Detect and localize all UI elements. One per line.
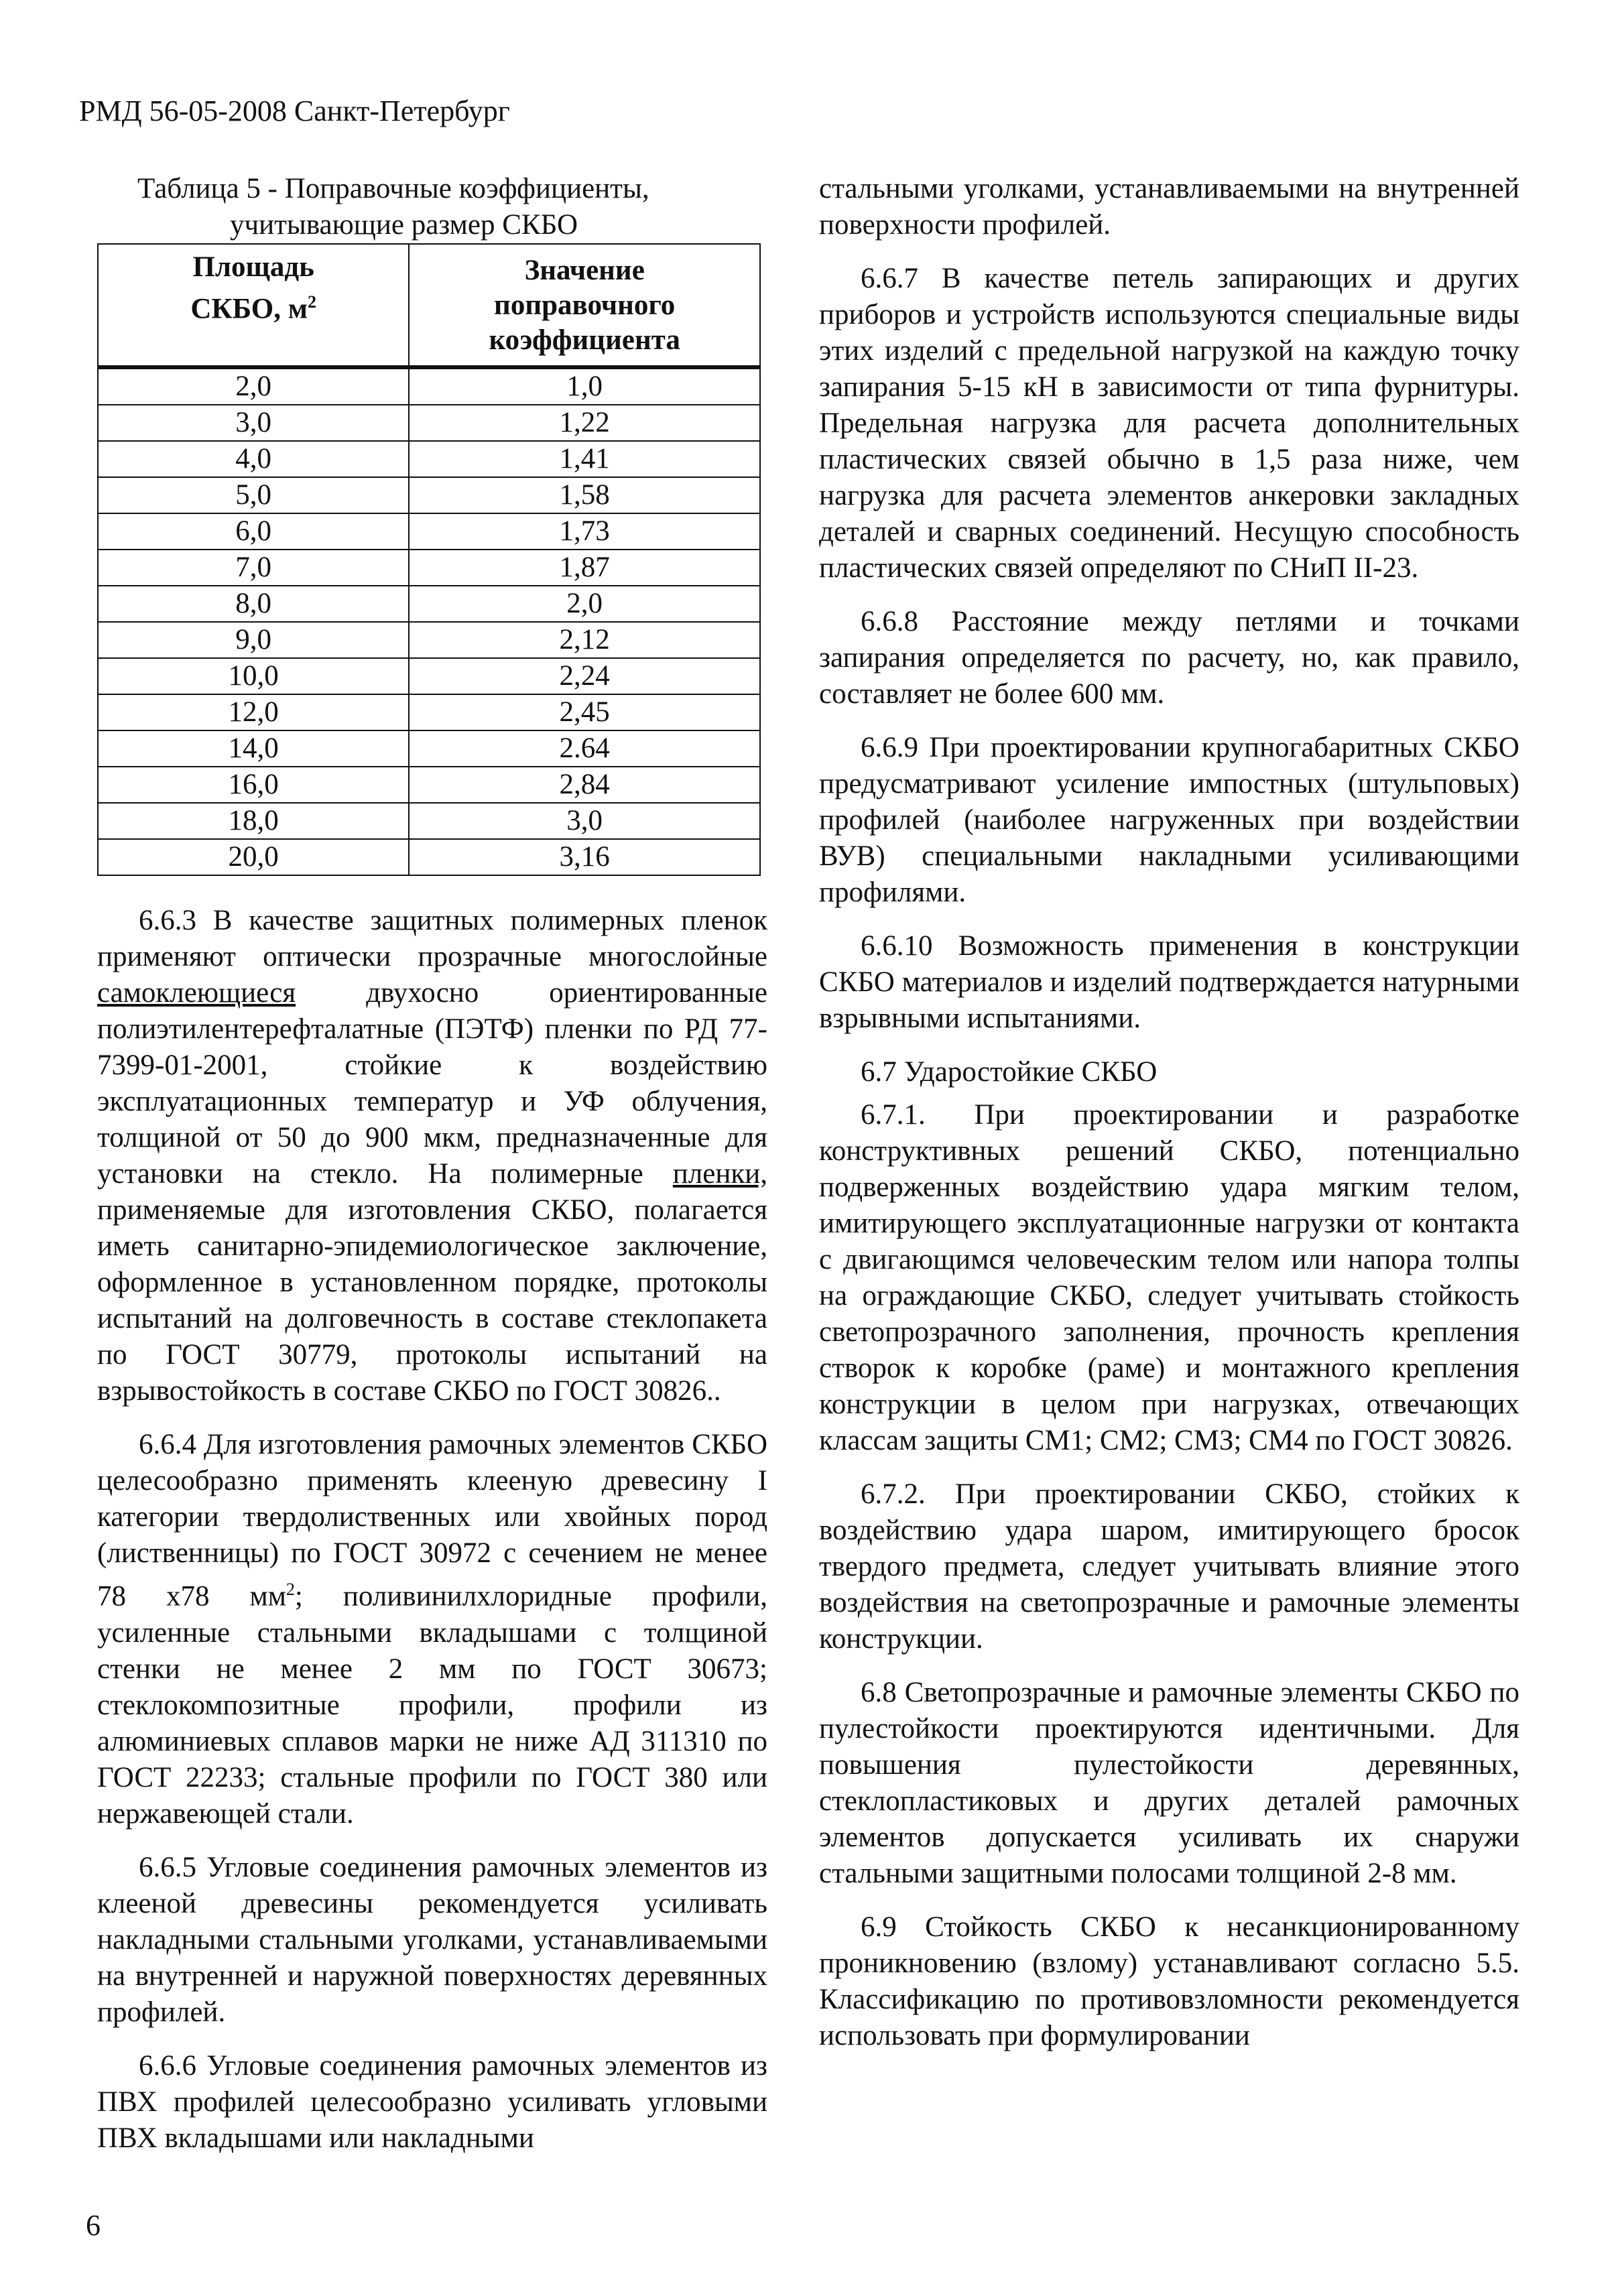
table-caption-line2: учитывающие размер СКБО — [230, 209, 578, 241]
area-cell: 2,0 — [98, 367, 409, 405]
table-row — [98, 694, 760, 730]
page-number: 6 — [86, 2209, 101, 2242]
table-caption-line1: Таблица 5 - Поправочные коэффициенты, — [137, 173, 649, 204]
p664-sup: 2 — [286, 1580, 295, 1600]
area-cell: 12,0 — [98, 694, 409, 730]
paragraph-6-6-6: 6.6.6 Угловые соединения рамочных элементов из ПВХ профилей целесообразно усиливать угловыми ПВХ вкладышами или накладными — [97, 2049, 767, 2154]
p663-part-c: применяемые для изготовления СКБО, полагается иметь санитарно-эпидемиологическое заключение, оформленное в установленном порядке, протоколы испытаний на долговечность в составе стеклопакета по ГОСТ 30779, протоколы испытаний на взрывостойкость в составе СКБО по ГОСТ 30826.. — [97, 1194, 767, 1407]
paragraph-6-6-3 — [97, 903, 767, 1409]
area-cell: 16,0 — [98, 767, 409, 803]
header-area-sup: 2 — [307, 292, 316, 312]
area-cell: 18,0 — [98, 803, 409, 839]
table-header-coef — [409, 244, 760, 367]
header-area-blank — [99, 326, 408, 361]
table-row — [98, 367, 760, 405]
coefficient-cell: 1,22 — [409, 405, 760, 441]
p663-part-a: 6.6.3 В качестве защитных полимерных пленок применяют оптически прозрачные многослойные — [97, 905, 767, 973]
table-body — [98, 367, 760, 875]
paragraph-6-8: 6.8 Светопрозрачные и рамочные элементы СКБО по пулестойкости проектируются идентичными. Для повышения пулестойкости деревянных, стеклопластиковых и других деталей рамочных элементов допускается усиливать их снаружи стальными защитными полосами толщиной 2-8 мм. — [819, 1677, 1519, 1889]
document-header: РМД 56-05-2008 Санкт-Петербург — [79, 94, 510, 127]
coefficient-cell: 1,41 — [409, 441, 760, 477]
table-row — [98, 839, 760, 875]
table-row — [98, 803, 760, 839]
coefficient-cell: 3,0 — [409, 803, 760, 839]
coefficient-cell: 1,87 — [409, 550, 760, 586]
header-area-line2 — [99, 285, 408, 326]
paragraph-6-6-5: 6.6.5 Угловые соединения рамочных элементов из клееной древесины рекомендуется усиливать накладными стальными уголками, устанавливаемыми на внутренней и наружной поверхностях деревянных профилей. — [97, 1851, 767, 2028]
coefficient-cell: 2,84 — [409, 767, 760, 803]
header-coef-line3: коэффициента — [489, 324, 680, 357]
table-row — [98, 477, 760, 513]
table-row — [98, 405, 760, 441]
coefficient-cell: 1,58 — [409, 477, 760, 513]
paragraph-6-7-2: 6.7.2. При проектировании СКБО, стойких к воздействию удара шаром, имитирующего бросок твердого предмета, следует учитывать влияние этого воздействия на светопрозрачные и рамочные элементы конструкции. — [819, 1478, 1519, 1655]
table-row — [98, 730, 760, 767]
section-heading-6-7: 6.7 Ударостойкие СКБО — [861, 1056, 1158, 1088]
paragraph-6-6-6-continued: стальными уголками, устанавливаемыми на внутренней поверхности профилей. — [819, 173, 1519, 241]
area-cell: 8,0 — [98, 586, 409, 622]
table-row — [98, 586, 760, 622]
p663-part-b: двухосно ориентированные полиэтилентерефталатные (ПЭТФ) пленки по РД 77-7399-01-2001, стойкие к воздействию эксплуатационных температур и УФ облучения, толщиной от 50 до 900 мкм, предназначенные для установки на стекло. На полимерные — [97, 977, 767, 1190]
right-column — [819, 171, 1519, 2054]
area-cell: 10,0 — [98, 658, 409, 694]
coefficient-cell: 1,0 — [409, 367, 760, 405]
table-row — [98, 441, 760, 477]
paragraph-6-6-7: 6.6.7 В качестве петель запирающих и других приборов и устройств используются специальные виды этих изделий с предельной нагрузкой на каждую точку запирания 5-15 кН в зависимости от типа фурнитуры. Предельная нагрузка для расчета дополнительных пластических связей обычно в 1,5 раза ниже, чем нагрузка для расчета элементов анкеровки закладных деталей и сварных соединений. Несущую способность пластических связей определяют по СНиП II-23. — [819, 263, 1519, 584]
header-area-unit: СКБО, м — [190, 293, 308, 325]
paragraph-6-6-10: 6.6.10 Возможность применения в конструкции СКБО материалов и изделий подтверждается натурными взрывными испытаниями. — [819, 930, 1519, 1034]
paragraph-6-6-4 — [97, 1427, 767, 1832]
coefficient-cell: 2,45 — [409, 694, 760, 730]
coefficient-cell: 2,12 — [409, 622, 760, 658]
left-column — [97, 171, 767, 2157]
paragraph-6-6-9: 6.6.9 При проектировании крупногабаритных СКБО предусматривают усиление импостных (штульповых) профилей (наиболее нагруженных при воздействии ВУВ) специальными накладными усиливающими профилями. — [819, 732, 1519, 908]
coefficient-cell: 2,0 — [409, 586, 760, 622]
paragraph-6-6-8: 6.6.8 Расстояние между петлями и точками запирания определяется по расчету, но, как правило, составляет не более 600 мм. — [819, 606, 1519, 710]
paragraph-6-9: 6.9 Стойкость СКБО к несанкционированному проникновению (взлому) устанавливают согласно 5.5. Классификацию по противовзломности рекомендуется использовать при формулировании — [819, 1911, 1519, 2051]
table-caption — [97, 171, 767, 243]
coefficient-cell: 2.64 — [409, 730, 760, 767]
coefficient-table — [97, 243, 761, 876]
paragraph-6-7-1: 6.7.1. При проектировании и разработке конструктивных решений СКБО, потенциально подверженных воздействию удара мягким телом, имитирующего эксплуатационные нагрузки от контакта с двигающимся человеческим телом или напора толпы на ограждающие СКБО, следует учитывать стойкость светопрозрачного заполнения, прочность крепления створок к коробке (раме) и монтажного крепления конструкции в целом при нагрузках, отвечающих классам защиты СМ1; СМ2; СМЗ; СМ4 по ГОСТ 30826. — [819, 1099, 1519, 1456]
area-cell: 3,0 — [98, 405, 409, 441]
table-row — [98, 550, 760, 586]
area-cell: 6,0 — [98, 513, 409, 550]
area-cell: 20,0 — [98, 839, 409, 875]
table-row — [98, 622, 760, 658]
p664-part-a: 6.6.4 Для изготовления рамочных элементов СКБО целесообразно применять клееную древесину I категории твердолиственных или хвойных пород (лиственницы) по ГОСТ 30972 с сечением не менее 78 х78 мм — [97, 1429, 767, 1612]
area-cell: 5,0 — [98, 477, 409, 513]
table-row — [98, 658, 760, 694]
area-cell: 14,0 — [98, 730, 409, 767]
coefficient-cell: 1,73 — [409, 513, 760, 550]
table-row — [98, 767, 760, 803]
area-cell: 9,0 — [98, 622, 409, 658]
header-area-line1: Площадь — [192, 251, 314, 283]
p663-underlined-1: самоклеющиеся — [97, 977, 296, 1009]
area-cell: 4,0 — [98, 441, 409, 477]
p663-underlined-2: пленки, — [672, 1158, 767, 1190]
header-coef-line2: поправочного — [494, 290, 676, 322]
p664-part-b: ; поливинилхлоридные профили, усиленные стальными вкладышами с толщиной стенки не менее 2 мм по ГОСТ 30673; стеклокомпозитные профили, профили из алюминиевых сплавов марки не ниже АД 311310 по ГОСТ 22233; стальные профили по ГОСТ 380 или нержавеющей стали. — [97, 1580, 767, 1830]
area-cell: 7,0 — [98, 550, 409, 586]
header-coef-line1: Значение — [524, 255, 645, 287]
coefficient-cell: 2,24 — [409, 658, 760, 694]
table-header-area — [98, 244, 409, 367]
table-row — [98, 513, 760, 550]
coefficient-cell: 3,16 — [409, 839, 760, 875]
